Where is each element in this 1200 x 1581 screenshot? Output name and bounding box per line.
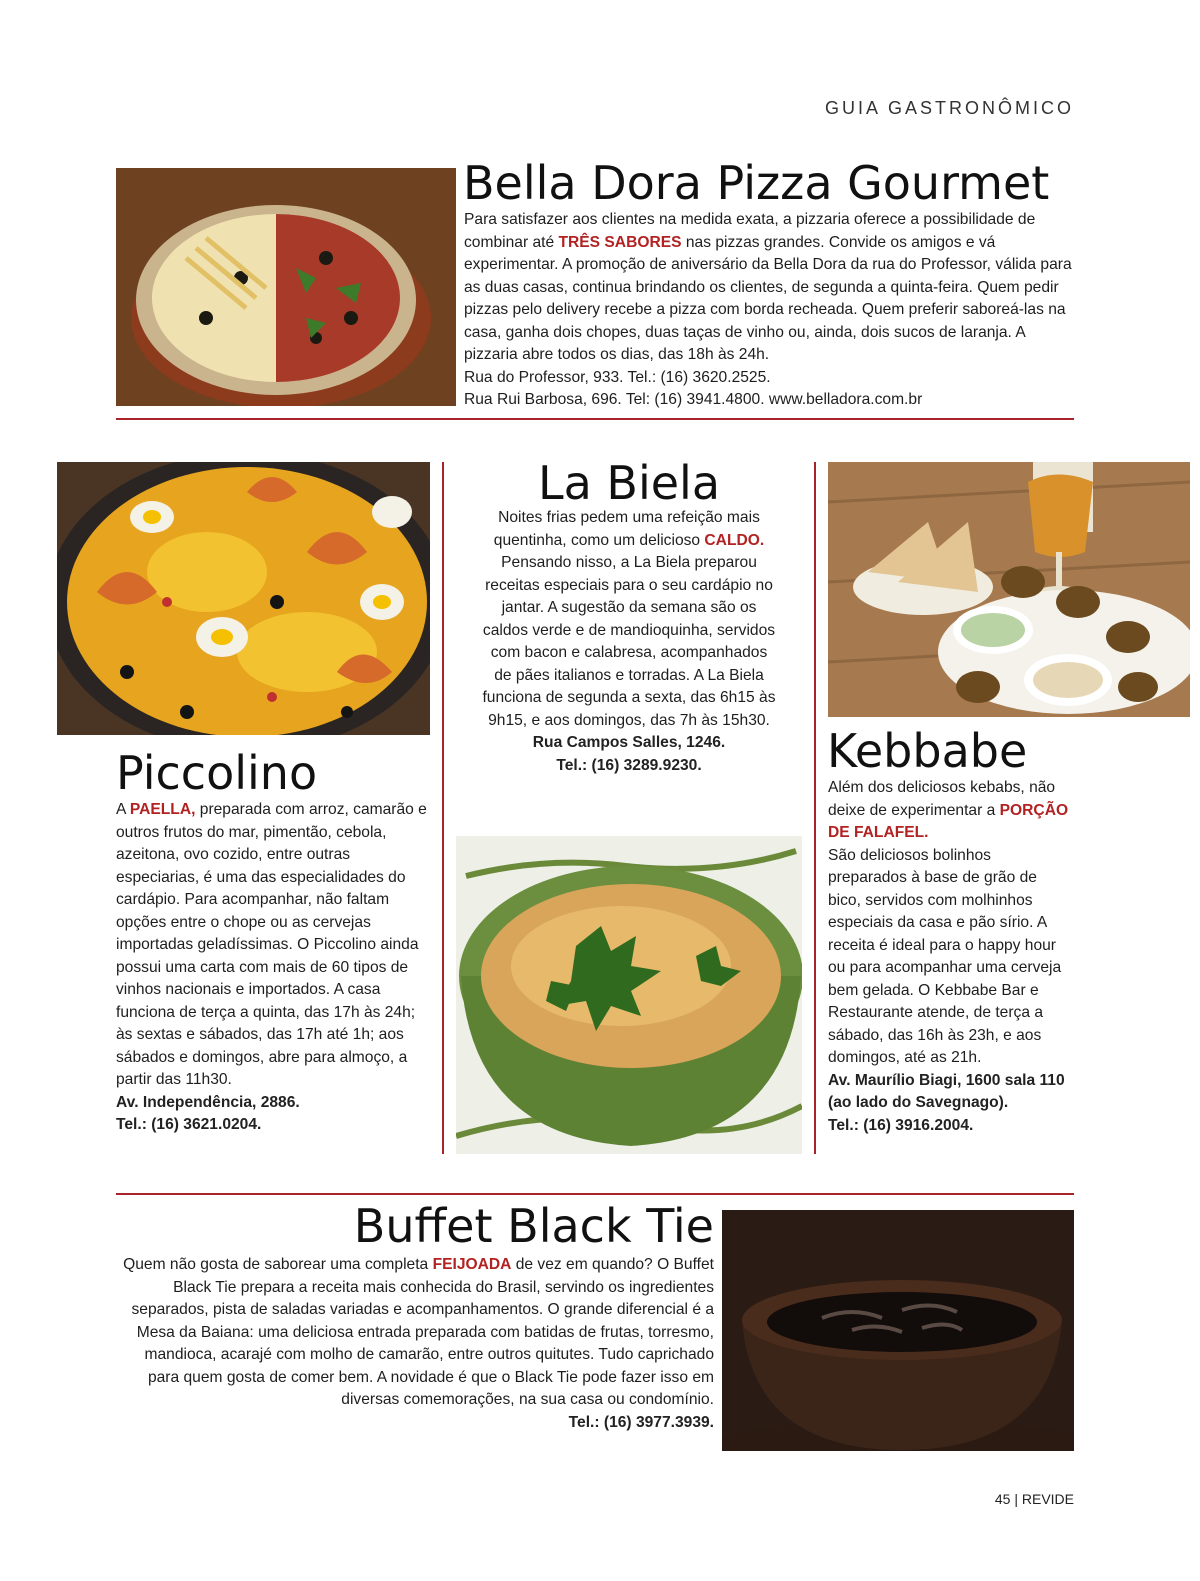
black-tie-highlight: FEIJOADA: [432, 1256, 512, 1273]
black-tie-text-2: de vez em quando? O Buffet Black Tie prepara a receita mais conhecida do Brasil, servindo os ingredientes separados, pista de saladas variadas e acompanhamentos. O grande diferencial é a Mesa da Baiana: uma deliciosa entrada preparada com batidas de frutas, torresmo, mandioca, acarajé com molho de camarão, entre outros quitutes. Tudo caprichado para quem gosta de comer bem. A novidade é que o Black Tie pode fazer isso em diversas comemorações, na sua casa ou condomínio.: [131, 1256, 714, 1408]
falafel-photo: [828, 462, 1190, 717]
la-biela-article: [480, 507, 778, 777]
paella-photo: [57, 462, 430, 735]
kebbabe-address-2: Tel.: (16) 3916.2004.: [828, 1116, 974, 1134]
black-tie-text-1: Quem não gosta de saborear uma completa: [123, 1256, 433, 1273]
piccolino-highlight: PAELLA,: [129, 801, 196, 818]
kebbabe-article: [828, 777, 1074, 1137]
la-biela-text-1: Noites frias pedem uma refeição mais quentinha, como um delicioso: [493, 509, 760, 549]
section-header: GUIA GASTRONÔMICO: [824, 98, 1074, 118]
bella-dora-article: [464, 209, 1076, 412]
divider-col-2: [814, 462, 816, 1154]
piccolino-address-2: Tel.: (16) 3621.0204.: [116, 1116, 262, 1133]
divider-bottom: [116, 1193, 1074, 1195]
bella-dora-text-1: Para satisfazer aos clientes na medida exata, a pizzaria oferece a possibilidade de combinar até: [464, 211, 1036, 251]
la-biela-address-2: Tel.: (16) 3289.9230.: [556, 756, 702, 774]
bella-dora-address-2: Rua Rui Barbosa, 696. Tel: (16) 3941.4800. www.belladora.com.br: [464, 391, 923, 408]
magazine-name: REVIDE: [1021, 1491, 1074, 1507]
la-biela-title: La Biela: [537, 456, 721, 510]
soup-photo: [456, 836, 802, 1154]
black-tie-title: Buffet Black Tie: [353, 1199, 714, 1253]
piccolino-text-pre: A: [116, 801, 130, 818]
page-number: 45: [994, 1491, 1011, 1507]
page-footer: [995, 1491, 1074, 1507]
feijoada-photo: [722, 1210, 1074, 1451]
piccolino-article: [116, 799, 428, 1137]
kebbabe-text-1: Além dos deliciosos kebabs, não deixe de experimentar a: [828, 779, 1056, 819]
divider-col-1: [442, 462, 444, 1154]
piccolino-text-2: preparada com arroz, camarão e outros frutos do mar, pimentão, cebola, azeitona, ovo cozido, entre outras especiarias, é uma das especialidades do cardápio. Para acompanhar, não faltam opções entre o chope ou as cervejas importadas geladíssimas. O Piccolino ainda possui uma carta com mais de 60 tipos de vinhos nacionais e importados. A casa funciona de terça a quinta, das 17h às 24h; às sextas e sábados, das 17h até 1h; aos sábados e domingos, abre para almoço, a partir das 11h30.: [116, 801, 427, 1088]
divider-top: [116, 418, 1074, 420]
la-biela-address-1: Rua Campos Salles, 1246.: [532, 734, 726, 751]
la-biela-highlight: CALDO.: [704, 531, 765, 549]
la-biela-text-2: Pensando nisso, a La Biela preparou receitas especiais para o seu cardápio no jantar. A sugestão da semana são os caldos verde e de mandioquinha, servidos com bacon e calabresa, acompanhados de pães italianos e torradas. A La Biela funciona de segunda a sexta, das 6h15 às 9h15, e aos domingos, das 7h às 15h30.: [482, 554, 776, 729]
bella-dora-highlight: TRÊS SABORES: [558, 233, 682, 251]
piccolino-title: Piccolino: [116, 746, 318, 800]
black-tie-address-1: Tel.: (16) 3977.3939.: [568, 1413, 714, 1431]
footer-separator: |: [1014, 1491, 1018, 1507]
bella-dora-title: Bella Dora Pizza Gourmet: [463, 156, 1050, 210]
kebbabe-highlight: PORÇÃO DE FALAFEL.: [828, 801, 1069, 841]
pizza-photo: [116, 168, 456, 406]
kebbabe-text-2: São deliciosos bolinhos preparados à base de grão de bico, servidos com molhinhos especiais da casa e pão sírio. A receita é ideal para o happy hour ou para acompanhar uma cerveja bem gelada. O Kebbabe Bar e Restaurante atende, de terça a sábado, das 16h às 23h, e aos domingos, até as 21h.: [828, 846, 1062, 1066]
black-tie-article: [110, 1254, 714, 1434]
bella-dora-text-2: nas pizzas grandes. Convide os amigos e vá experimentar. A promoção de aniversário da Bella Dora da rua do Professor, válida para as duas casas, continua brindando os clientes, de segunda a quinta-feira. Quem pedir pizzas pelo delivery recebe a pizza com borda recheada. Quem preferir saboreá-las na casa, ganha dois chopes, duas taças de vinho ou, ainda, dois sucos de laranja. A pizzaria abre todos os dias, das 18h às 24h.: [464, 233, 1072, 363]
piccolino-address-1: Av. Independência, 2886.: [116, 1093, 300, 1111]
kebbabe-title: Kebbabe: [827, 724, 1028, 778]
bella-dora-address-1: Rua do Professor, 933. Tel.: (16) 3620.2525.: [464, 368, 771, 386]
kebbabe-address-1: Av. Maurílio Biagi, 1600 sala 110 (ao lado do Savegnago).: [828, 1071, 1065, 1111]
